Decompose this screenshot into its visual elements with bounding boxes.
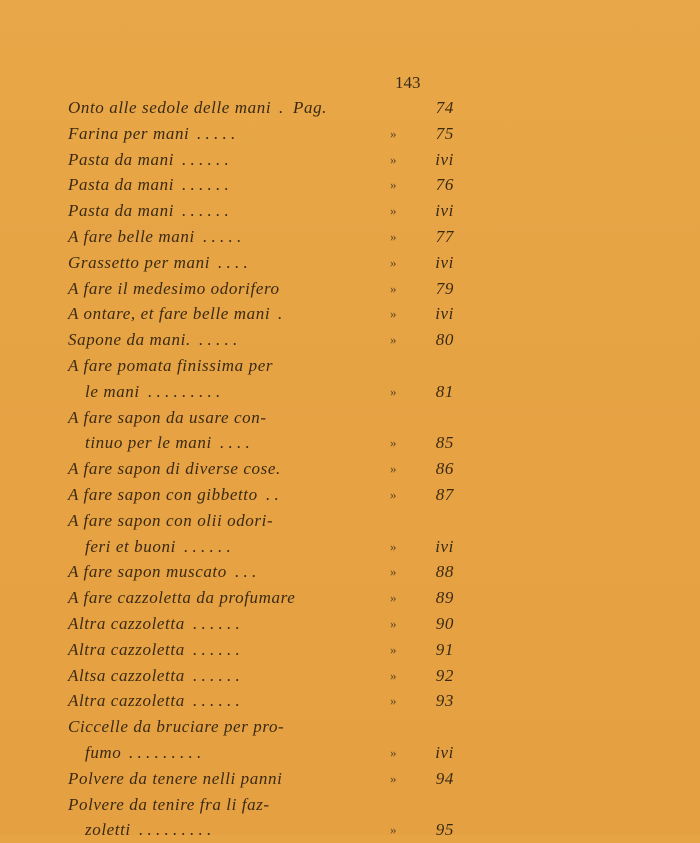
toc-entry-page-number: 95 (435, 820, 454, 840)
toc-entry-page-marker: » (390, 564, 398, 580)
toc-entry-title: Altra cazzoletta (68, 639, 185, 659)
toc-entry-page-marker: » (390, 151, 398, 167)
toc-entry-leader-dots: . (278, 304, 283, 324)
toc-entry (68, 121, 468, 147)
toc-entry-page-number: 77 (435, 226, 454, 246)
table-of-contents (68, 95, 468, 843)
toc-entry-leader-dots: . . . . . . (182, 201, 229, 221)
toc-entry (68, 585, 468, 611)
toc-entry-page-number: 91 (435, 639, 454, 659)
toc-entry-title: fumo (85, 742, 122, 762)
toc-entry-title: Sapone da mani. (68, 330, 191, 350)
toc-entry-leader-dots: . . . . . (197, 123, 236, 143)
toc-entry-title: Altra cazzoletta (68, 691, 185, 711)
toc-entry (68, 379, 468, 405)
toc-entry-page-number: 88 (435, 562, 454, 582)
toc-entry-page-marker: » (390, 615, 398, 631)
toc-entry (68, 559, 468, 585)
toc-entry-page-number: 85 (435, 433, 454, 453)
toc-entry (68, 456, 468, 482)
toc-entry-title: Pasta da mani (68, 175, 175, 195)
toc-entry-leader-dots: . . . . . . (193, 639, 240, 659)
toc-entry (68, 663, 468, 689)
toc-entry-title: Farina per mani (68, 123, 190, 143)
toc-entry-title: Ciccelle da bruciare per pro- (68, 717, 285, 737)
toc-entry-page-marker: » (390, 435, 398, 451)
toc-entry-title: Grassetto per mani (68, 252, 211, 272)
toc-entry-title: A fare cazzoletta da profumare (68, 588, 296, 608)
toc-entry (68, 817, 468, 843)
toc-entry-leader-dots: . . . . . . . . . (129, 742, 202, 762)
toc-entry-leader-dots: . . . . . (199, 330, 238, 350)
toc-entry (68, 95, 468, 121)
toc-entry-title: le mani (85, 381, 140, 401)
toc-entry-page-number: 93 (435, 691, 454, 711)
toc-entry-page-number: 94 (435, 768, 454, 788)
toc-entry-page-marker: » (390, 590, 398, 606)
toc-entry (68, 792, 468, 818)
toc-entry-title: A fare sapon con olii odori- (68, 510, 274, 530)
toc-entry-title: tinuo per le mani (85, 433, 212, 453)
toc-entry-page-number: 90 (435, 613, 454, 633)
toc-entry-page-marker: » (390, 461, 398, 477)
toc-entry-title: A fare sapon di diverse cose. (68, 459, 281, 479)
toc-entry (68, 250, 468, 276)
toc-entry (68, 766, 468, 792)
toc-entry (68, 276, 468, 302)
toc-entry-title: A fare belle mani (68, 226, 195, 246)
toc-entry (68, 172, 468, 198)
toc-entry-page-marker: » (390, 125, 398, 141)
toc-entry-leader-dots: . . . (235, 562, 257, 582)
toc-entry (68, 714, 468, 740)
toc-entry-leader-dots: . . . . (218, 252, 248, 272)
toc-entry (68, 198, 468, 224)
toc-entry-page-marker: » (390, 822, 398, 838)
toc-entry-title: Polvere da tenire fra li faz- (68, 794, 270, 814)
toc-entry-page-marker: » (390, 332, 398, 348)
toc-entry-leader-dots: . . . . . . . . . (148, 381, 221, 401)
toc-entry-page-marker: » (390, 667, 398, 683)
toc-entry-leader-dots: . (279, 98, 284, 117)
toc-entry (68, 482, 468, 508)
toc-entry-leader-dots: . . . . . . (193, 691, 240, 711)
toc-entry-title: Altra cazzoletta (68, 613, 185, 633)
toc-entry-page-number: 87 (435, 484, 454, 504)
toc-entry-page-marker: » (390, 306, 398, 322)
toc-entry (68, 353, 468, 379)
toc-entry-page-number: 86 (435, 459, 454, 479)
toc-entry-title: A fare pomata finissima per (68, 355, 274, 375)
page-number: 143 (395, 73, 421, 92)
toc-entry-leader-dots: . . (266, 484, 279, 504)
toc-entry-title: A fare sapon con gibbetto (68, 484, 258, 504)
toc-entry-page-number: ivi (435, 536, 454, 556)
toc-entry-page-marker: Pag. (293, 98, 328, 117)
toc-entry-leader-dots: . . . . . . (182, 149, 229, 169)
toc-entry-title: A ontare, et fare belle mani (68, 304, 271, 324)
toc-entry-page-number: ivi (435, 201, 454, 221)
toc-entry-title: zoletti (85, 820, 131, 840)
toc-entry-page-marker: » (390, 693, 398, 709)
toc-entry-page-number: ivi (435, 304, 454, 324)
toc-entry-page-marker: » (390, 538, 398, 554)
toc-entry-page-marker: » (390, 177, 398, 193)
toc-entry (68, 301, 468, 327)
toc-entry-title: A fare sapon muscato (68, 562, 227, 582)
toc-entry (68, 405, 468, 431)
toc-entry-title: A fare sapon da usare con- (68, 407, 267, 427)
toc-entry (68, 611, 468, 637)
toc-entry (68, 147, 468, 173)
toc-entry-page-number: ivi (435, 742, 454, 762)
toc-entry-page-marker: » (390, 744, 398, 760)
toc-entry-page-marker: » (390, 203, 398, 219)
toc-entry-title: Altsa cazzoletta (68, 665, 185, 685)
toc-entry-leader-dots: . . . . (220, 433, 250, 453)
toc-entry-page-number: ivi (435, 149, 454, 169)
toc-entry (68, 534, 468, 560)
toc-entry-page-number: 80 (435, 330, 454, 350)
toc-entry-title: feri et buoni (85, 536, 176, 556)
toc-entry-leader-dots: . . . . . . (193, 613, 240, 633)
toc-entry-title: Pasta da mani (68, 149, 175, 169)
toc-entry-leader-dots: . . . . . . . . . (139, 820, 212, 840)
toc-entry-page-marker: » (390, 228, 398, 244)
toc-entry-page-marker: » (390, 486, 398, 502)
toc-entry-page-number: 79 (435, 278, 454, 298)
toc-entry-page-number: 81 (435, 381, 454, 401)
toc-entry-title: Pasta da mani (68, 201, 175, 221)
toc-entry-page-number: ivi (435, 252, 454, 272)
toc-entry-title: Polvere da tenere nelli panni (68, 768, 283, 788)
toc-entry (68, 327, 468, 353)
toc-entry-page-number: 74 (435, 98, 454, 117)
toc-entry (68, 740, 468, 766)
toc-entry-page-number: 76 (435, 175, 454, 195)
toc-entry-page-marker: » (390, 770, 398, 786)
toc-entry-leader-dots: . . . . . . (184, 536, 231, 556)
toc-entry-leader-dots: . . . . . . (193, 665, 240, 685)
toc-entry-page-marker: » (390, 641, 398, 657)
toc-entry-leader-dots: . . . . . (203, 226, 242, 246)
toc-entry-leader-dots: . . . . . . (182, 175, 229, 195)
toc-entry-page-number: 75 (435, 123, 454, 143)
toc-entry-page-number: 92 (435, 665, 454, 685)
toc-entry (68, 430, 468, 456)
toc-entry-title: A fare il medesimo odorifero (68, 278, 280, 298)
toc-entry (68, 508, 468, 534)
toc-entry (68, 224, 468, 250)
toc-entry-page-marker: » (390, 280, 398, 296)
toc-entry-page-number: 89 (435, 588, 454, 608)
toc-entry-page-marker: » (390, 383, 398, 399)
toc-entry-page-marker: » (390, 254, 398, 270)
toc-entry (68, 637, 468, 663)
toc-entry-title: Onto alle sedole delle mani (68, 98, 272, 117)
toc-entry (68, 688, 468, 714)
